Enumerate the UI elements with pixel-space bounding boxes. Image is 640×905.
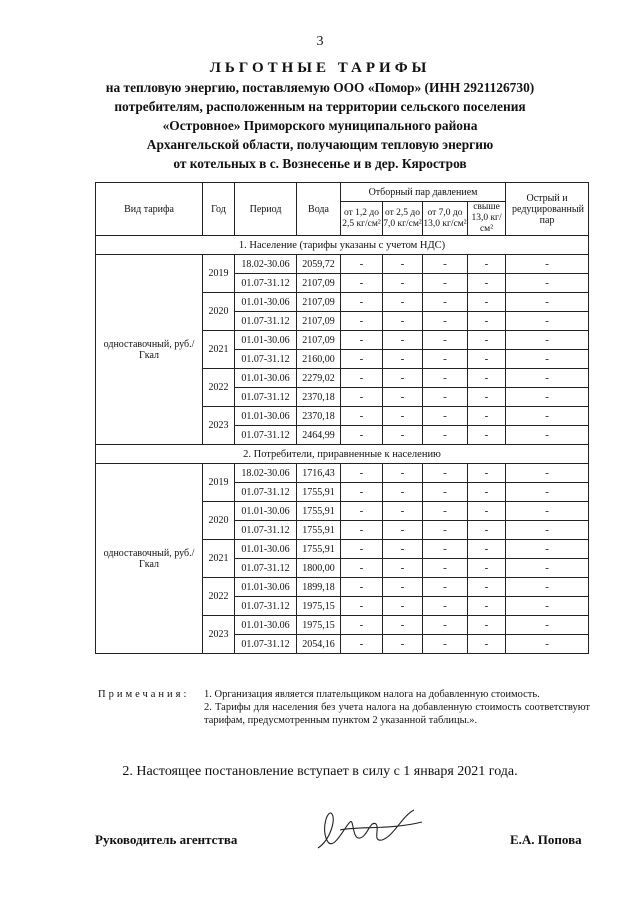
water-tariff-cell: 1755,91 (297, 540, 341, 559)
empty-tariff-cell: - (506, 521, 589, 540)
empty-tariff-cell: - (383, 578, 423, 597)
empty-tariff-cell: - (468, 350, 506, 369)
empty-tariff-cell: - (383, 255, 423, 274)
period-cell: 01.01-30.06 (235, 293, 297, 312)
header-type: Вид тарифа (96, 183, 203, 236)
period-cell: 01.07-31.12 (235, 597, 297, 616)
year-cell: 2023 (203, 616, 235, 654)
empty-tariff-cell: - (423, 312, 468, 331)
period-cell: 01.07-31.12 (235, 388, 297, 407)
year-cell: 2022 (203, 578, 235, 616)
header-acute-steam: Острый и редуцированный пар (506, 183, 589, 236)
empty-tariff-cell: - (506, 502, 589, 521)
tariff-type-cell: одноставочный, руб./Гкал (96, 464, 203, 654)
water-tariff-cell: 2107,09 (297, 293, 341, 312)
empty-tariff-cell: - (506, 274, 589, 293)
empty-tariff-cell: - (506, 483, 589, 502)
water-tariff-cell: 2160,00 (297, 350, 341, 369)
period-cell: 01.07-31.12 (235, 350, 297, 369)
header-pressure-4: свыше 13,0 кг/см² (468, 202, 506, 236)
empty-tariff-cell: - (383, 483, 423, 502)
signatory-name: Е.А. Попова (510, 832, 582, 847)
year-cell: 2021 (203, 331, 235, 369)
empty-tariff-cell: - (383, 312, 423, 331)
period-cell: 18.02-30.06 (235, 255, 297, 274)
empty-tariff-cell: - (506, 407, 589, 426)
empty-tariff-cell: - (383, 521, 423, 540)
empty-tariff-cell: - (341, 388, 383, 407)
empty-tariff-cell: - (341, 255, 383, 274)
empty-tariff-cell: - (341, 464, 383, 483)
empty-tariff-cell: - (506, 255, 589, 274)
empty-tariff-cell: - (423, 331, 468, 350)
section-title: 1. Население (тарифы указаны с учетом НДС) (96, 236, 589, 255)
table-row (96, 464, 589, 483)
empty-tariff-cell: - (383, 293, 423, 312)
decree-text: 2. Настоящее постановление вступает в силу с 1 января 2021 года. (122, 764, 518, 779)
empty-tariff-cell: - (383, 350, 423, 369)
empty-tariff-cell: - (468, 616, 506, 635)
empty-tariff-cell: - (506, 635, 589, 654)
water-tariff-cell: 2279,02 (297, 369, 341, 388)
page-number: 3 (316, 34, 324, 49)
header-pressure-2: от 2,5 до 7,0 кг/см² (383, 202, 423, 236)
header-steam-group: Отборный пар давлением (341, 183, 506, 202)
notes-label: Примечания: (98, 689, 190, 700)
empty-tariff-cell: - (468, 407, 506, 426)
water-tariff-cell: 1716,43 (297, 464, 341, 483)
empty-tariff-cell: - (341, 350, 383, 369)
empty-tariff-cell: - (423, 255, 468, 274)
period-cell: 01.07-31.12 (235, 635, 297, 654)
water-tariff-cell: 1800,00 (297, 559, 341, 578)
empty-tariff-cell: - (506, 388, 589, 407)
empty-tariff-cell: - (423, 597, 468, 616)
period-cell: 01.01-30.06 (235, 578, 297, 597)
period-cell: 18.02-30.06 (235, 464, 297, 483)
water-tariff-cell: 2370,18 (297, 388, 341, 407)
empty-tariff-cell: - (506, 350, 589, 369)
handwritten-signature (310, 800, 430, 860)
empty-tariff-cell: - (383, 274, 423, 293)
empty-tariff-cell: - (468, 255, 506, 274)
empty-tariff-cell: - (383, 369, 423, 388)
water-tariff-cell: 2059,72 (297, 255, 341, 274)
empty-tariff-cell: - (506, 464, 589, 483)
empty-tariff-cell: - (341, 426, 383, 445)
period-cell: 01.01-30.06 (235, 331, 297, 350)
water-tariff-cell: 2464,99 (297, 426, 341, 445)
tariff-table (95, 182, 589, 654)
empty-tariff-cell: - (468, 331, 506, 350)
signatory-role: Руководитель агентства (95, 832, 238, 847)
water-tariff-cell: 1899,18 (297, 578, 341, 597)
water-tariff-cell: 2107,09 (297, 274, 341, 293)
empty-tariff-cell: - (383, 426, 423, 445)
empty-tariff-cell: - (383, 388, 423, 407)
empty-tariff-cell: - (506, 616, 589, 635)
empty-tariff-cell: - (341, 274, 383, 293)
empty-tariff-cell: - (506, 597, 589, 616)
empty-tariff-cell: - (423, 350, 468, 369)
empty-tariff-cell: - (341, 502, 383, 521)
empty-tariff-cell: - (383, 540, 423, 559)
empty-tariff-cell: - (423, 502, 468, 521)
period-cell: 01.07-31.12 (235, 559, 297, 578)
title-main: ЛЬГОТНЫЕ ТАРИФЫ (209, 60, 431, 76)
header-water: Вода (297, 183, 341, 236)
empty-tariff-cell: - (468, 388, 506, 407)
empty-tariff-cell: - (423, 388, 468, 407)
empty-tariff-cell: - (468, 502, 506, 521)
empty-tariff-cell: - (468, 426, 506, 445)
empty-tariff-cell: - (341, 559, 383, 578)
water-tariff-cell: 1975,15 (297, 597, 341, 616)
empty-tariff-cell: - (341, 483, 383, 502)
empty-tariff-cell: - (468, 274, 506, 293)
empty-tariff-cell: - (468, 312, 506, 331)
empty-tariff-cell: - (468, 559, 506, 578)
empty-tariff-cell: - (383, 407, 423, 426)
water-tariff-cell: 1755,91 (297, 521, 341, 540)
period-cell: 01.07-31.12 (235, 483, 297, 502)
period-cell: 01.07-31.12 (235, 521, 297, 540)
title-line: Архангельской области, получающим тепловую энергию (146, 137, 494, 152)
empty-tariff-cell: - (468, 521, 506, 540)
empty-tariff-cell: - (423, 369, 468, 388)
table-row (96, 255, 589, 274)
empty-tariff-cell: - (383, 616, 423, 635)
empty-tariff-cell: - (423, 635, 468, 654)
year-cell: 2022 (203, 369, 235, 407)
empty-tariff-cell: - (423, 616, 468, 635)
header-pressure-3: от 7,0 до 13,0 кг/см² (423, 202, 468, 236)
period-cell: 01.01-30.06 (235, 502, 297, 521)
period-cell: 01.07-31.12 (235, 426, 297, 445)
year-cell: 2019 (203, 464, 235, 502)
year-cell: 2020 (203, 293, 235, 331)
year-cell: 2021 (203, 540, 235, 578)
header-period: Период (235, 183, 297, 236)
empty-tariff-cell: - (341, 293, 383, 312)
empty-tariff-cell: - (423, 559, 468, 578)
water-tariff-cell: 1975,15 (297, 616, 341, 635)
year-cell: 2019 (203, 255, 235, 293)
period-cell: 01.07-31.12 (235, 274, 297, 293)
header-year: Год (203, 183, 235, 236)
period-cell: 01.01-30.06 (235, 369, 297, 388)
empty-tariff-cell: - (341, 578, 383, 597)
water-tariff-cell: 1755,91 (297, 483, 341, 502)
empty-tariff-cell: - (383, 559, 423, 578)
empty-tariff-cell: - (506, 331, 589, 350)
empty-tariff-cell: - (506, 293, 589, 312)
empty-tariff-cell: - (423, 483, 468, 502)
empty-tariff-cell: - (506, 559, 589, 578)
year-cell: 2020 (203, 502, 235, 540)
header-pressure-1: от 1,2 до 2,5 кг/см² (341, 202, 383, 236)
title-line: потребителям, расположенным на территории сельского поселения (114, 99, 526, 114)
empty-tariff-cell: - (468, 369, 506, 388)
empty-tariff-cell: - (468, 293, 506, 312)
empty-tariff-cell: - (506, 312, 589, 331)
title-line: «Островное» Приморского муниципального района (162, 118, 478, 133)
empty-tariff-cell: - (423, 293, 468, 312)
water-tariff-cell: 2370,18 (297, 407, 341, 426)
tariff-type-cell: одноставочный, руб./Гкал (96, 255, 203, 445)
period-cell: 01.01-30.06 (235, 540, 297, 559)
empty-tariff-cell: - (341, 540, 383, 559)
title-line: на тепловую энергию, поставляемую ООО «Помор» (ИНН 2921126730) (105, 80, 535, 95)
document-title (40, 58, 600, 173)
empty-tariff-cell: - (383, 502, 423, 521)
empty-tariff-cell: - (341, 597, 383, 616)
empty-tariff-cell: - (383, 597, 423, 616)
empty-tariff-cell: - (341, 369, 383, 388)
title-line: от котельных в с. Вознесенье и в дер. Кяростров (173, 156, 467, 171)
empty-tariff-cell: - (468, 540, 506, 559)
empty-tariff-cell: - (423, 274, 468, 293)
empty-tariff-cell: - (506, 426, 589, 445)
period-cell: 01.07-31.12 (235, 312, 297, 331)
empty-tariff-cell: - (423, 540, 468, 559)
empty-tariff-cell: - (341, 407, 383, 426)
empty-tariff-cell: - (341, 331, 383, 350)
section-title: 2. Потребители, приравненные к населению (96, 445, 589, 464)
empty-tariff-cell: - (423, 464, 468, 483)
empty-tariff-cell: - (506, 578, 589, 597)
water-tariff-cell: 2107,09 (297, 331, 341, 350)
water-tariff-cell: 2054,16 (297, 635, 341, 654)
empty-tariff-cell: - (423, 521, 468, 540)
empty-tariff-cell: - (341, 616, 383, 635)
empty-tariff-cell: - (383, 635, 423, 654)
period-cell: 01.01-30.06 (235, 616, 297, 635)
empty-tariff-cell: - (506, 369, 589, 388)
empty-tariff-cell: - (468, 578, 506, 597)
empty-tariff-cell: - (423, 426, 468, 445)
empty-tariff-cell: - (468, 483, 506, 502)
empty-tariff-cell: - (341, 521, 383, 540)
empty-tariff-cell: - (383, 331, 423, 350)
empty-tariff-cell: - (468, 464, 506, 483)
empty-tariff-cell: - (341, 635, 383, 654)
water-tariff-cell: 2107,09 (297, 312, 341, 331)
period-cell: 01.01-30.06 (235, 407, 297, 426)
note-item: 2. Тарифы для населения без учета налога на добавленную стоимость соответствуют тарифам, предусмотренным пунктом 2 указанной таблицы.». (204, 702, 590, 726)
empty-tariff-cell: - (341, 312, 383, 331)
empty-tariff-cell: - (468, 597, 506, 616)
note-item: 1. Организация является плательщиком налога на добавленную стоимость. (204, 689, 540, 700)
empty-tariff-cell: - (468, 635, 506, 654)
water-tariff-cell: 1755,91 (297, 502, 341, 521)
year-cell: 2023 (203, 407, 235, 445)
empty-tariff-cell: - (423, 578, 468, 597)
empty-tariff-cell: - (423, 407, 468, 426)
empty-tariff-cell: - (506, 540, 589, 559)
empty-tariff-cell: - (383, 464, 423, 483)
